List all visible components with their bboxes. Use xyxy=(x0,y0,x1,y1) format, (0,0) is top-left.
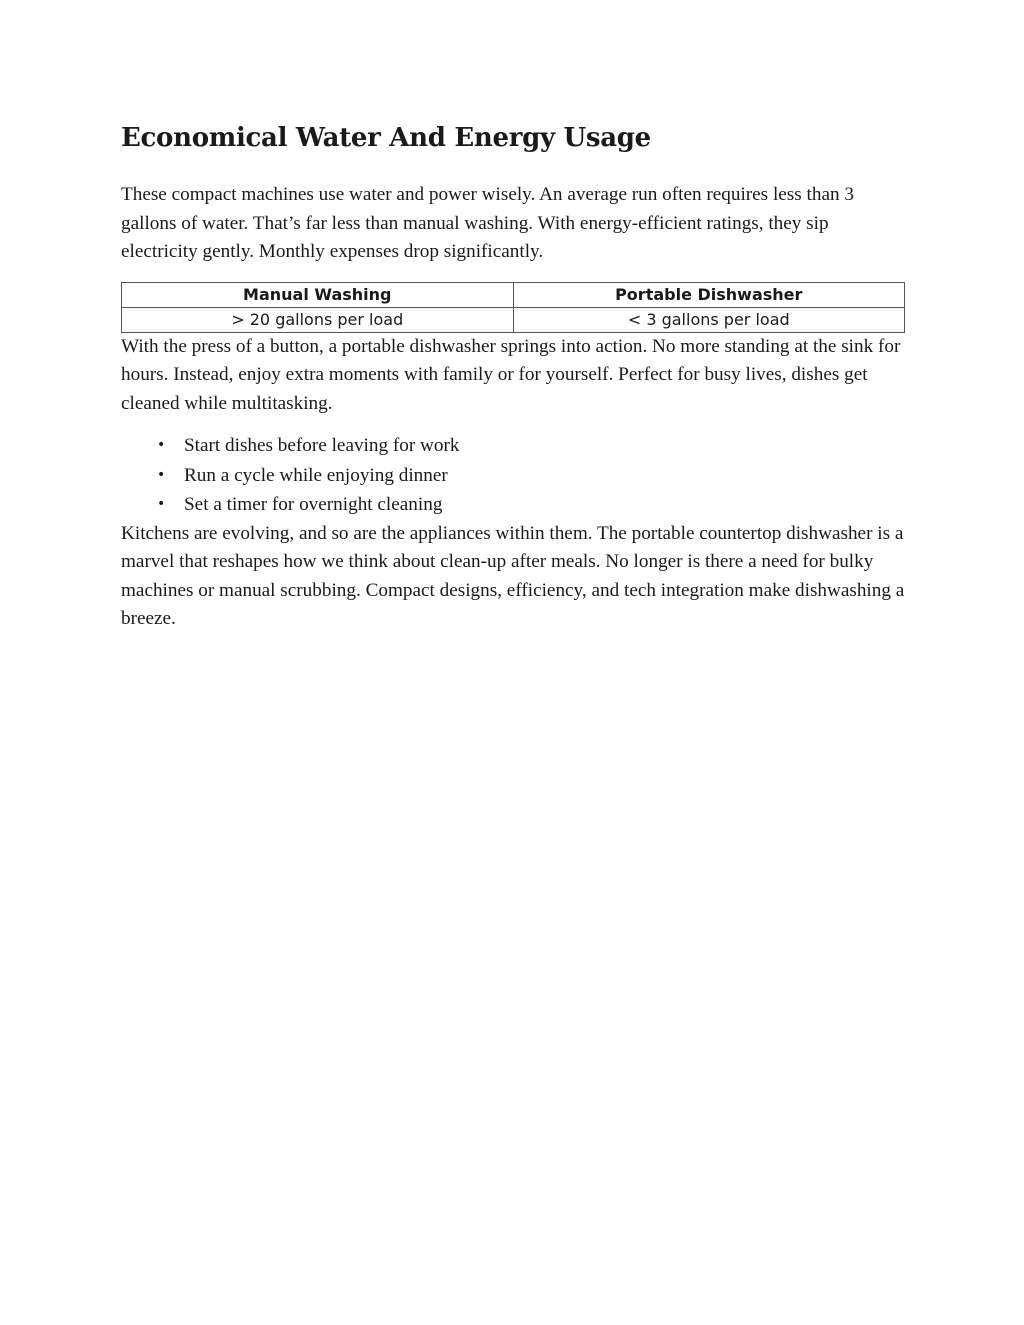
list-item-text: Run a cycle while enjoying dinner xyxy=(184,464,448,486)
list-item-text: Set a timer for overnight cleaning xyxy=(184,494,443,515)
list-item xyxy=(121,461,905,491)
bullet-list xyxy=(121,431,905,520)
table-header-row xyxy=(122,282,905,307)
table-header-portable-dishwasher: Portable Dishwasher xyxy=(513,282,905,307)
bullet-icon: • xyxy=(157,466,166,483)
comparison-table xyxy=(121,282,905,333)
bullet-icon: • xyxy=(157,496,166,512)
list-item xyxy=(121,490,905,520)
table-cell-manual-washing: > 20 gallons per load xyxy=(122,307,514,332)
list-item xyxy=(121,431,905,461)
table-row xyxy=(122,307,905,332)
body-paragraph-3: Kitchens are evolving, and so are the appliances within them. The portable countertop dishwasher is a marvel that reshapes how we think about clean-up after meals. No longer is there a need for bulky machines or manual scrubbing. Compact designs, efficiency, and tech integration make dishwashing a breeze. xyxy=(121,522,905,629)
bullet-icon: • xyxy=(157,437,166,453)
table-header-manual-washing: Manual Washing xyxy=(122,282,514,307)
table-cell-portable-dishwasher: < 3 gallons per load xyxy=(513,307,905,332)
document-page xyxy=(121,118,905,634)
page-title: Economical Water And Energy Usage xyxy=(121,123,651,153)
list-item-text: Start dishes before leaving for work xyxy=(184,435,460,456)
intro-paragraph: These compact machines use water and power wisely. An average run often requires less than 3 gallons of water. That’s far less than manual washing. With energy-efficient ratings, they sip electricity gently. Monthly expenses drop significantly. xyxy=(121,184,854,262)
body-paragraph-2: With the press of a button, a portable dishwasher springs into action. No more standing at the sink for hours. Instead, enjoy extra moments with family or for yourself. Perfect for busy lives, dishes get cleaned while multitasking. xyxy=(121,335,901,414)
